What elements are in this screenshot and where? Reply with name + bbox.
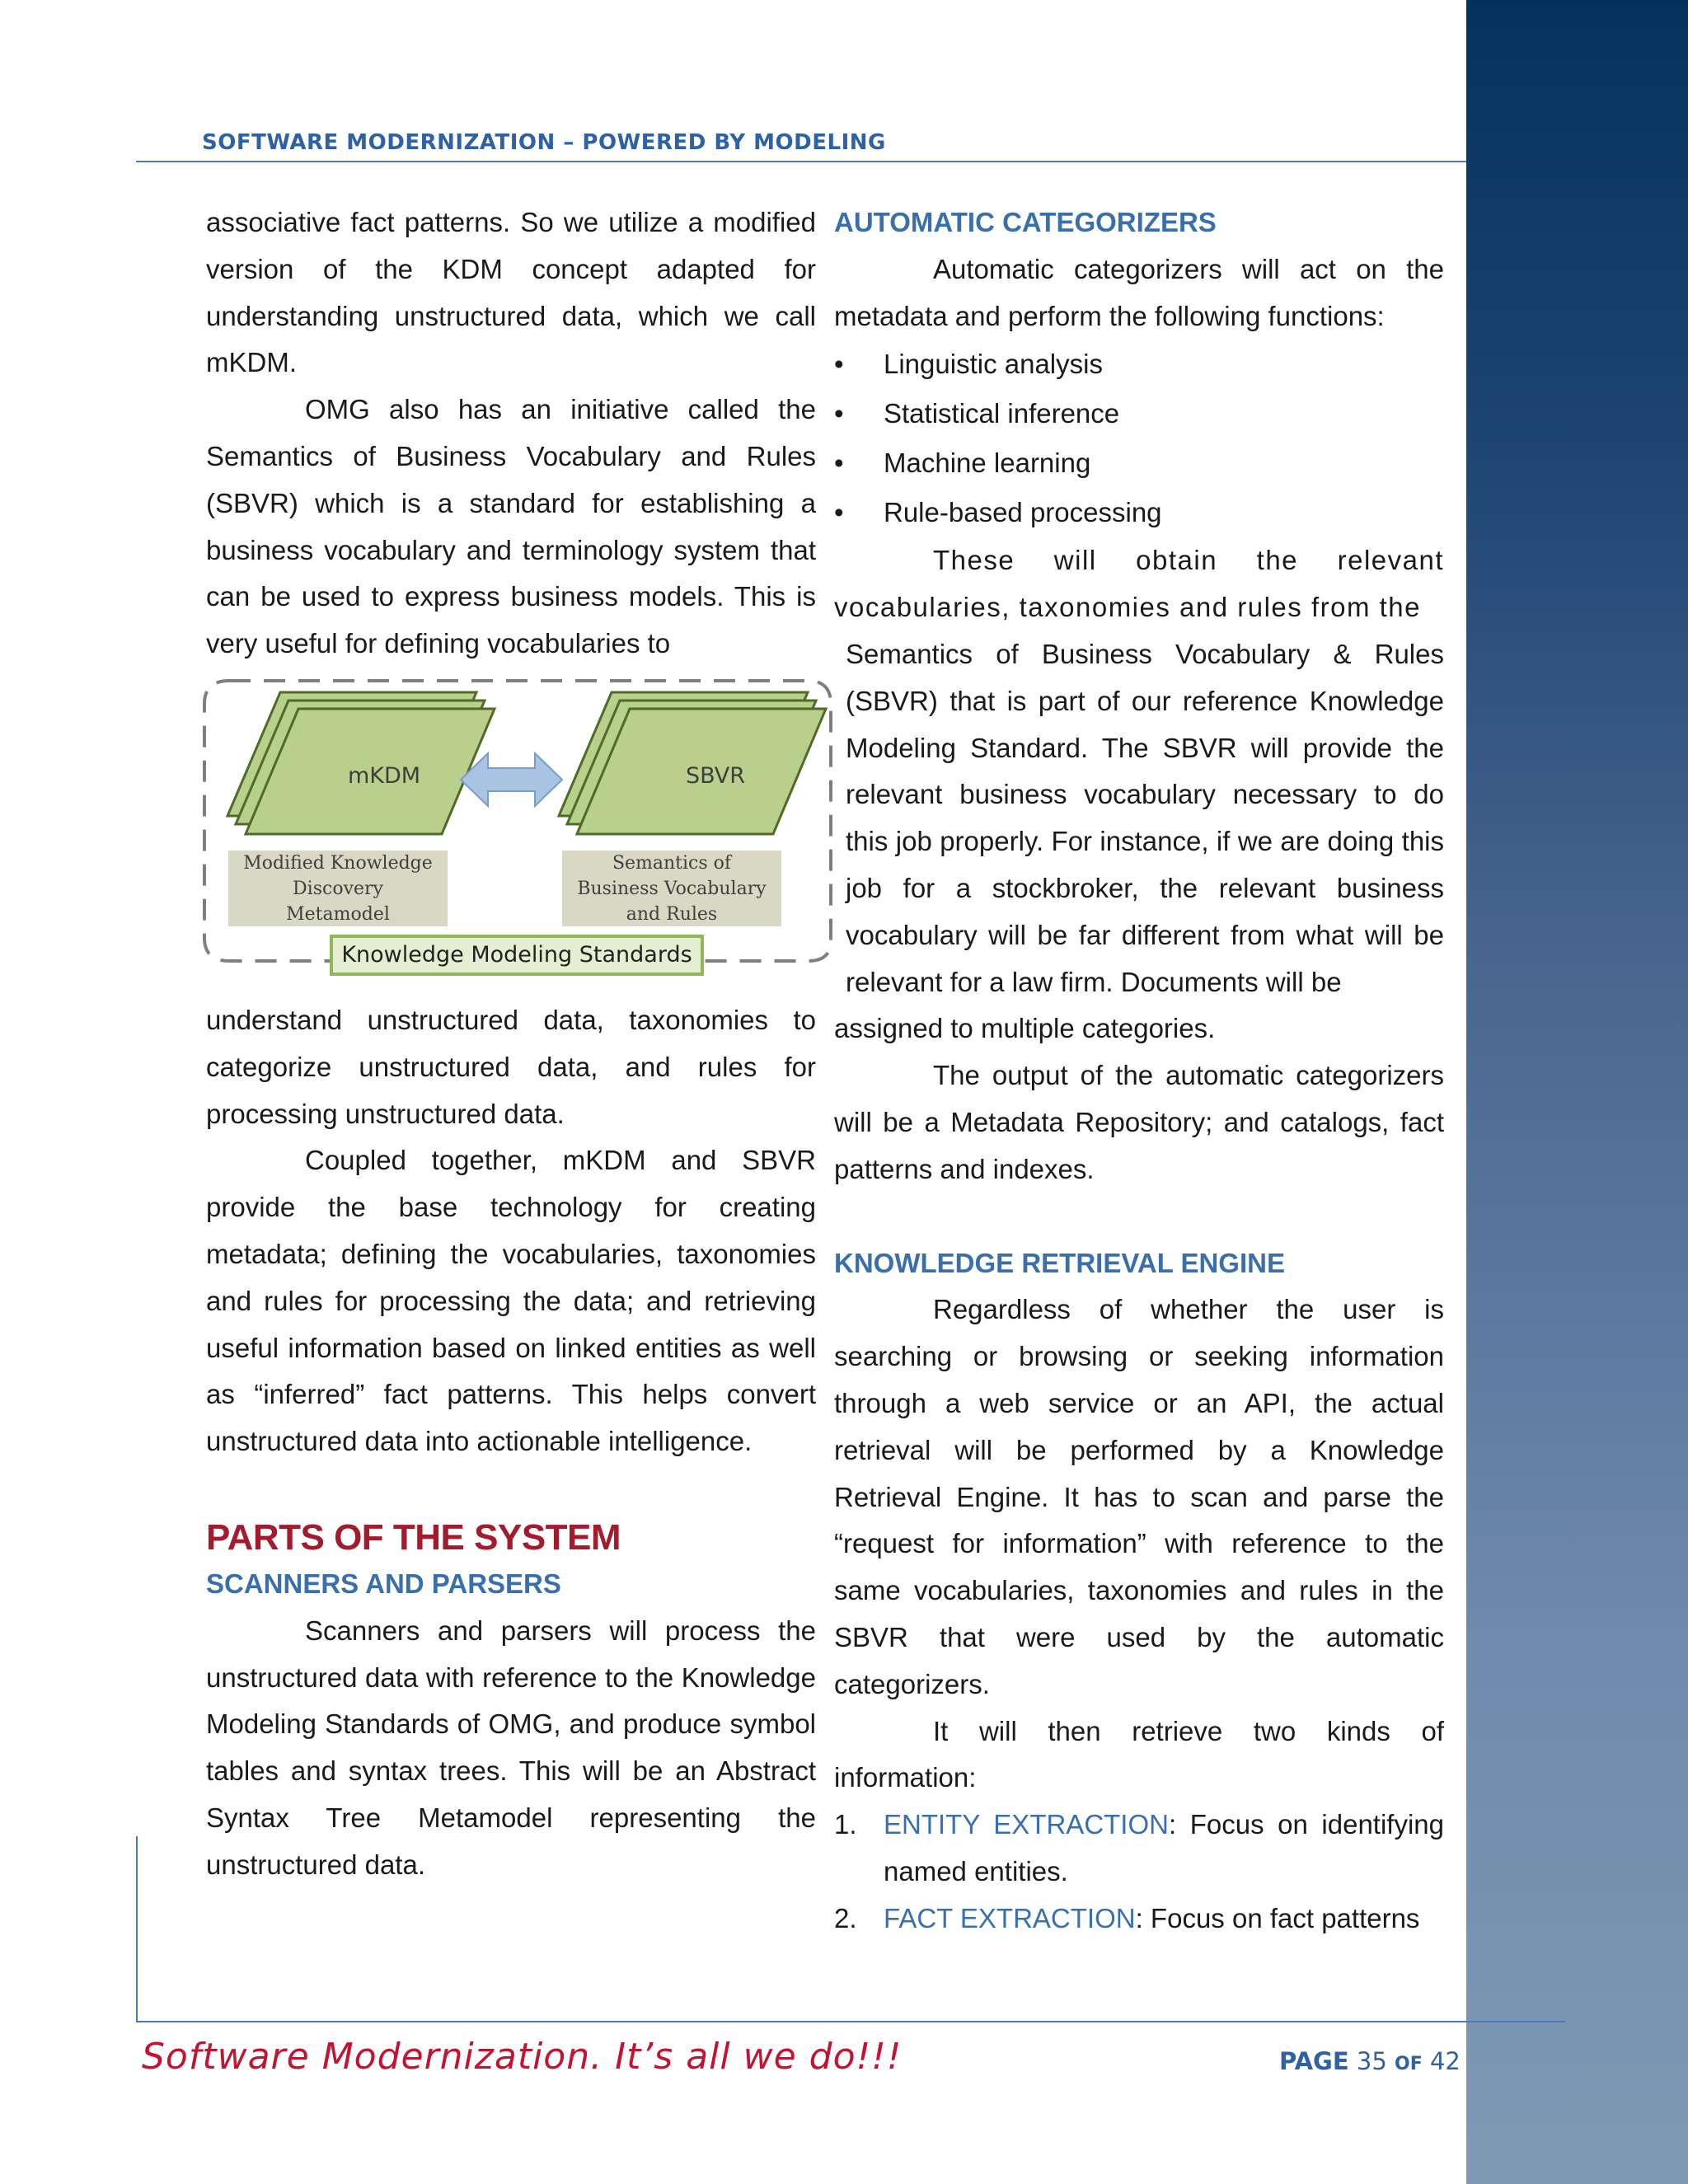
list-item (834, 488, 1444, 537)
page-number (1279, 2047, 1461, 2075)
paragraph: understand unstructured data, taxonomies to categorize unstructured data, and rules for processing unstructured data. (206, 1004, 816, 1129)
list-item (834, 438, 1444, 488)
sbvr-description (562, 851, 781, 927)
double-arrow-icon (461, 753, 562, 806)
subsection-heading: AUTOMATIC CATEGORIZERS (834, 207, 1217, 237)
paragraph: associative fact patterns. So we utilize a modified version of the KDM concept adapted for understanding unstructured data, which we call mKDM. (206, 207, 816, 378)
list-item-text: Linguistic analysis (884, 349, 1103, 380)
left-column (206, 199, 816, 1889)
list-item (834, 340, 1444, 389)
header-rule (136, 161, 1466, 162)
page-current: 35 (1356, 2047, 1387, 2075)
paragraph: Coupled together, mKDM and SBVR provide the base technology for creating metadata; defining the vocabularies, taxonomies and rules for processing the data; and retrieving useful information based on linked entities as well as “inferred” fact patterns. This helps convert unstructured data into actionable intelligence. (206, 1145, 816, 1457)
paragraph: These will obtain the relevant vocabularies, taxonomies and rules from the (834, 545, 1444, 623)
list-item-text: Statistical inference (884, 398, 1120, 429)
bullet-list (834, 340, 1444, 537)
paragraph: assigned to multiple categories. (834, 1013, 1216, 1044)
knowledge-modeling-diagram (201, 676, 832, 979)
list-item-text: : Focus on fact patterns (1135, 1902, 1420, 1933)
running-header: SOFTWARE MODERNIZATION – POWERED BY MODELING (202, 130, 886, 155)
paragraph: It will then retrieve two kinds of information: (834, 1715, 1444, 1793)
bullet-icon: • (834, 398, 844, 429)
sbvr-desc-line: Business Vocabulary (577, 879, 767, 899)
list-item (834, 1802, 1444, 1896)
sbvr-desc-line: and Rules (626, 904, 718, 925)
list-number: 1. (834, 1809, 857, 1840)
paragraph: The output of the automatic categorizers will be a Metadata Repository; and catalogs, fact patterns and indexes. (834, 1060, 1444, 1184)
footer-slogan: Software Modernization. It’s all we do!!! (142, 2036, 903, 2078)
sbvr-label: SBVR (685, 763, 746, 789)
footer-rule (136, 2021, 1565, 2022)
paragraph: OMG also has an initiative called the Semantics of Business Vocabulary and Rules (SBVR) which is a standard for establishing a business vocabulary and terminology system that can be used to express business models. This is very useful for defining vocabularies to (206, 394, 816, 659)
knowledge-modeling-standards-label: Knowledge Modeling Standards (341, 942, 692, 968)
bullet-icon: • (834, 497, 844, 528)
list-item (834, 1896, 1444, 1943)
spacer (834, 1193, 1444, 1240)
list-number: 2. (834, 1902, 857, 1933)
page-total: 42 (1429, 2047, 1461, 2075)
numbered-list (834, 1802, 1444, 1942)
sidebar-gradient (1466, 0, 1688, 2184)
paragraph: Regardless of whether the user is searching or browsing or seeking information through a web service or an API, the actual retrieval will be performed by a Knowledge Retrieval Engine. It has to scan and parse the “request for information” with reference to the same vocabularies, taxonomies and rules in the SBVR that were used by the automatic categorizers. (834, 1294, 1444, 1699)
sbvr-desc-line: Semantics of (612, 853, 732, 874)
mkdm-desc-line: Modified Knowledge (243, 853, 433, 874)
list-term: FACT EXTRACTION (884, 1902, 1136, 1933)
bullet-icon: • (834, 349, 844, 380)
paragraph: Scanners and parsers will process the unstructured data with reference to the Knowledge Modeling Standards of OMG, and produce symbol tables and syntax trees. This will be an Abstract Syntax Tree Metamodel representing the unstructured data. (206, 1615, 816, 1880)
list-item (834, 389, 1444, 438)
right-column (834, 199, 1444, 1943)
list-item-text: Rule-based processing (884, 497, 1162, 528)
indented-paragraph (834, 631, 1444, 1005)
mkdm-desc-line: Discovery (293, 879, 383, 899)
paragraph: Semantics of Business Vocabulary & Rules (SBVR) that is part of our reference Knowledge Modeling Standard. The SBVR will provide the relevant business vocabulary necessary to do this job properly. For instance, if we are doing this job for a stockbroker, the relevant business vocabulary will be far different from what will be relevant for a law firm. Documents will be (846, 638, 1444, 997)
paragraph: Automatic categorizers will act on the metadata and perform the following functions: (834, 253, 1444, 331)
list-item-text: : Focus on identifying named entities. (884, 1809, 1444, 1886)
footer-side-rule (136, 1836, 138, 2022)
mkdm-desc-line: Metamodel (286, 904, 390, 925)
mkdm-label: mKDM (347, 763, 421, 789)
spacer (206, 1465, 816, 1515)
mkdm-description (228, 851, 448, 927)
page-word: PAGE (1279, 2047, 1349, 2075)
diagram-graphic (201, 676, 832, 979)
bullet-icon: • (834, 448, 844, 479)
page-of: OF (1395, 2054, 1423, 2074)
list-term: ENTITY EXTRACTION (884, 1809, 1169, 1840)
section-heading: PARTS OF THE SYSTEM (206, 1516, 621, 1558)
subsection-heading: KNOWLEDGE RETRIEVAL ENGINE (834, 1247, 1285, 1278)
subsection-heading: SCANNERS AND PARSERS (206, 1568, 561, 1599)
list-item-text: Machine learning (884, 448, 1091, 479)
